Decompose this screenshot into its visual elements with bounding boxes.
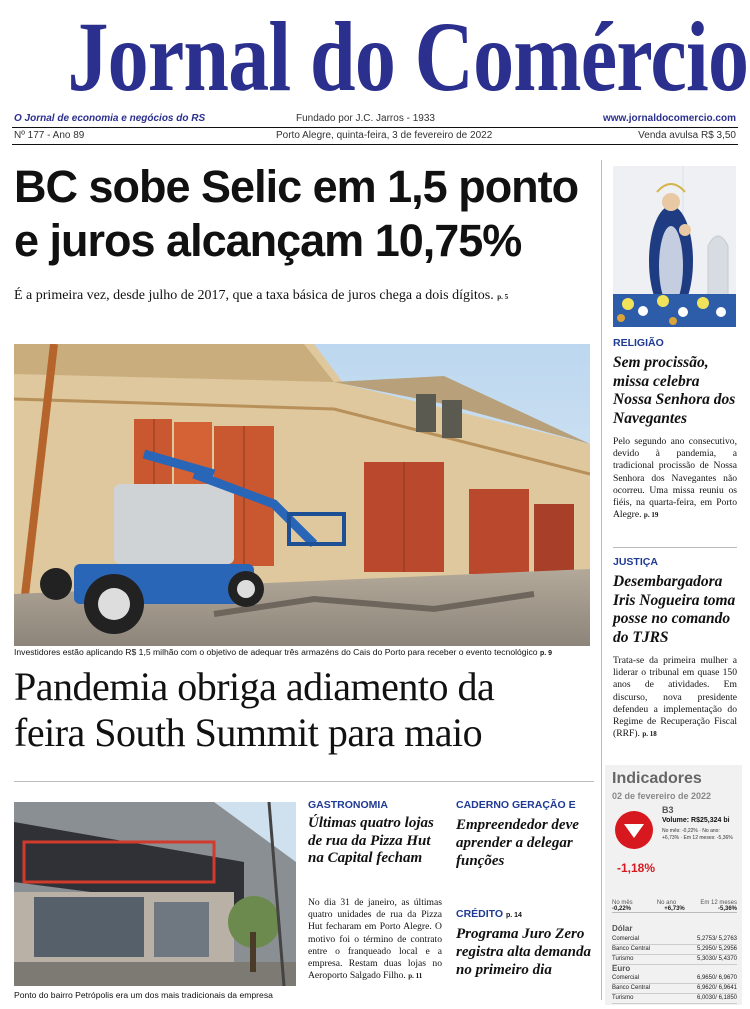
lead-deck-page: p. 5 [497,293,509,301]
website-link[interactable]: www.jornaldocomercio.com [603,113,736,124]
table-row: Comercial 5,2753/ 5,2763 [612,935,737,945]
period-table: No mês No ano Em 12 meses -0,22% +6,73% -5,36% [612,900,737,912]
caderno-kicker: CADERNO GERAÇÃO E [456,799,576,811]
masthead [0,0,750,112]
right-rule-1 [613,547,737,548]
euro-table [612,974,737,1004]
dolar-table [612,935,737,965]
table-row: Banco Central 5,2950/ 5,2956 [612,945,737,955]
religion-body: Pelo segundo ano consecutivo, devido à pandemia, a tradicional procissão de Nossa Senhora dos Navegantes não ocorreu. Uma missa reuniu os fiéis, na quarta-feira, em Porto Alegre. p. 19 [613,436,737,521]
religion-headline[interactable]: Sem procissão, missa celebra Nossa Senhora dos Navegantes [613,354,736,427]
b3-change: -1,18% [617,861,656,875]
lead-headline-line-1: BC sobe Selic em 1,5 ponto [14,161,579,212]
gastronomia-body: No dia 31 de janeiro, as últimas quatro unidades de rua da Pizza Hut fecharam em Porto Alegre. O motivo foi o término de contrato entre o franqueado local e a empresa. Restam duas lojas no Aeroporto Salgado Filho. p. 11 [308,897,442,982]
masthead-rule [12,127,738,128]
table-row: Banco Central 6,9620/ 6,9641 [612,984,737,994]
justice-headline[interactable]: Desembargadora Iris Nogueira toma posse no comando do TJRS [613,573,736,646]
down-arrow-icon [614,810,654,850]
justice-body: Trata-se da primeira mulher a liderar o tribunal em quase 150 anos de atividades. Em discurso, nova presidente defendeu a implementação do Regime de Recuperação Fiscal (RRF). p. 18 [613,655,737,740]
pizza-hut-building-photo[interactable] [14,802,296,986]
main-photo-credit [543,338,544,344]
credito-headline[interactable]: Programa Juro Zero registra alta demanda no primeiro dia [456,926,592,978]
date-line: Porto Alegre, quinta-feira, 3 de fevereiro de 2022 [276,130,493,141]
justice-kicker: JUSTIÇA [613,556,658,568]
lead-headline[interactable] [14,160,578,268]
section-rule [14,781,594,782]
price: Venda avulsa R$ 3,50 [638,130,736,141]
edition-number: Nº 177 - Ano 89 [14,130,85,141]
table-row: Comercial 6,9650/ 6,9670 [612,974,737,984]
b3-volume: Volume: R$25,324 bi [662,817,730,824]
euro-label: Euro [612,964,631,973]
dolar-label: Dólar [612,924,633,933]
gastronomia-headline[interactable]: Últimas quatro lojas de rua da Pizza Hut na Capital fecham [308,815,434,867]
table-row: Turismo 5,3030/ 5,4370 [612,955,737,965]
column-divider [601,160,602,1000]
b3-note: No mês: -0,22% · No ano: +6,73% · Em 12 meses: -5,36% [662,828,733,841]
lead-headline-line-2: e juros alcançam 10,75% [14,215,522,266]
second-story-headline[interactable]: Pandemia obriga adiamento da feira South Summit para maio [14,664,495,755]
newspaper-title: Jornal do Comércio [67,1,749,112]
tagline: O Jornal de economia e negócios do RS [14,113,206,124]
lead-deck: É a primeira vez, desde julho de 2017, que a taxa básica de juros chega a dois dígitos. p. 5 [14,288,509,303]
founded-line: Fundado por J.C. Jarros - 1933 [296,113,435,124]
credito-kicker: CRÉDITO p. 14 [456,908,522,920]
religion-kicker: RELIGIÃO [613,337,664,349]
main-photo-caption: Investidores estão aplicando R$ 1,5 milhão com o objetivo de adequar três armazéns do Cais do Porto para receber o evento tecnológico p. 9 [14,647,553,657]
indicators-date: 02 de fevereiro de 2022 [612,791,712,801]
b3-label: B3 [662,805,674,815]
table-row: Turismo 6,0030/ 6,1850 [612,994,737,1004]
religion-photo-statue[interactable] [613,166,736,327]
caderno-headline[interactable]: Empreendedor deve aprender a delegar funções [456,817,579,869]
main-photo-warehouse[interactable] [14,344,590,646]
gastronomia-kicker: GASTRONOMIA [308,799,388,811]
date-rule [12,144,738,145]
indicators-title: Indicadores [612,770,702,787]
pizza-hut-photo-caption: Ponto do bairro Petrópolis era um dos mais tradicionais da empresa [14,990,273,1000]
